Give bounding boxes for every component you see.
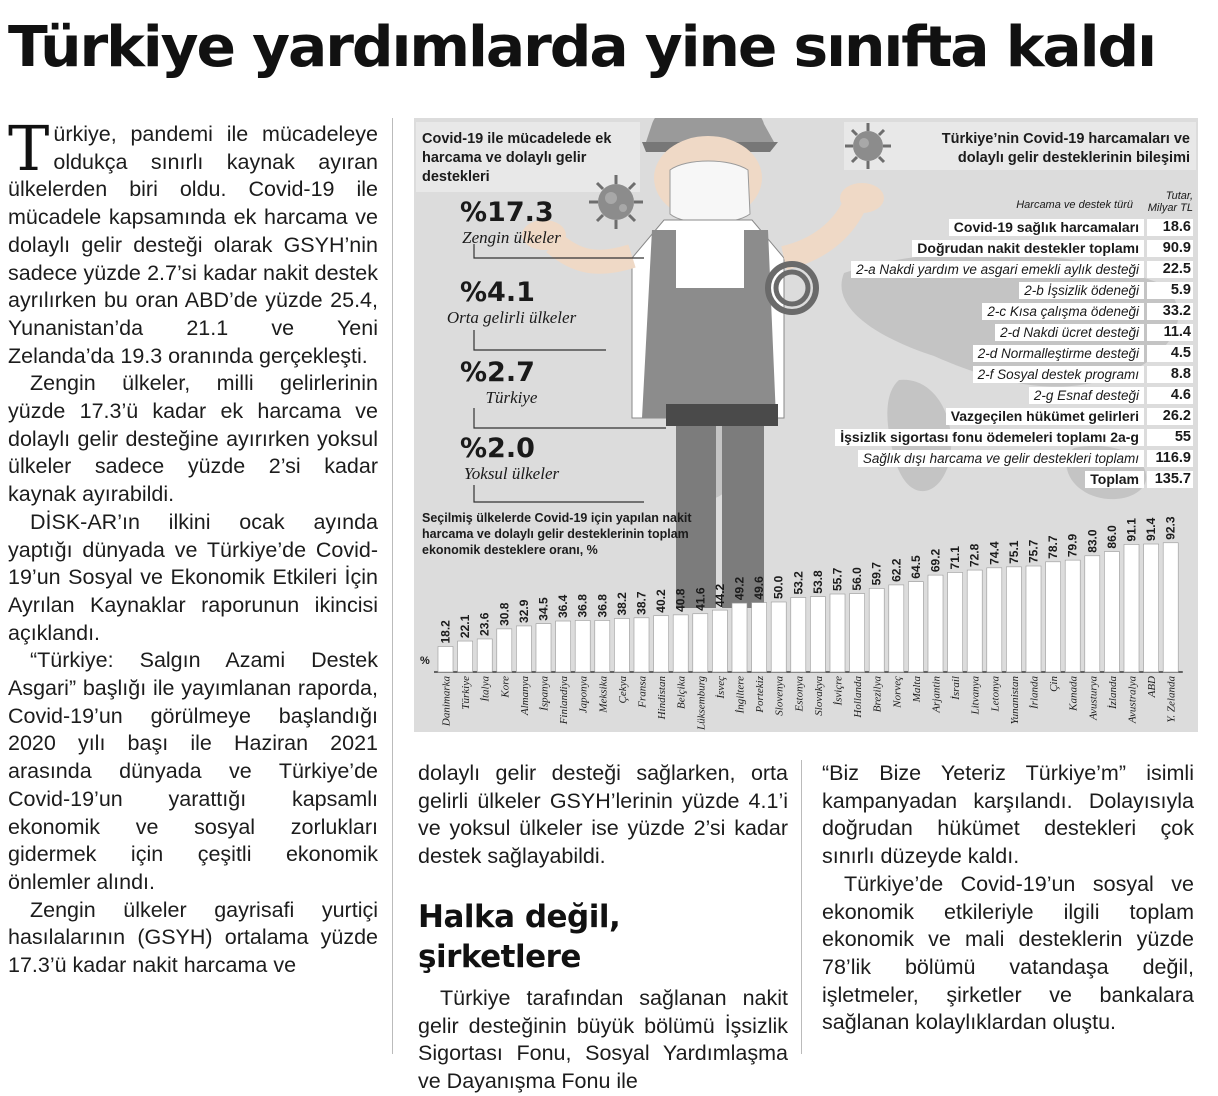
category-label: Slovakya: [812, 676, 825, 716]
drop-cap: T: [8, 112, 50, 185]
category-label: Belçika: [675, 676, 688, 709]
paragraph: “Türkiye: Salgın Azami Destek Asgari” başlığı ile yayımlanan raporda, Covid-19’un görülmeye başlandığı 2020 yılı başı ile Haziran 2021 arasında dünyada ve Türkiye’de Covid-19’un yarattığı kapsamlı ekonomik ve sosyal zorlukları gidermek için çeşitli ekonomik önlemler alındı.: [8, 648, 378, 894]
category-label: Avusturya: [1087, 676, 1100, 720]
stat-label: Yoksul ülkeler: [463, 464, 560, 483]
bar: [987, 568, 1002, 672]
row-value: 116.9: [1147, 450, 1193, 467]
category-label: Malta: [910, 676, 923, 703]
bar: [477, 639, 492, 672]
category-label: İsrail: [950, 676, 963, 700]
bar: [1046, 562, 1061, 672]
paragraph: Zengin ülkeler, milli gelirlerinin yüzde 17.3’ü kadar ek harcama ve dolaylı gelir desteğine ayırırken yoksul ülkeler sadece yüzde 2’si kadar kaynak ayırabildi.: [8, 371, 378, 507]
data-label: 91.4: [1144, 517, 1159, 542]
bar: [438, 647, 453, 672]
data-label: 53.2: [791, 571, 806, 595]
data-label: 36.8: [575, 594, 590, 618]
data-label: 32.9: [516, 599, 531, 623]
data-label: 86.0: [1104, 525, 1119, 549]
data-label: 18.2: [438, 620, 453, 644]
bar: [830, 594, 845, 672]
category-label: Brezilya: [871, 676, 884, 713]
category-label: Türkiye: [460, 676, 473, 710]
row-label: Covid-19 sağlık harcamaları: [949, 219, 1144, 236]
data-label: 40.8: [673, 588, 688, 612]
category-label: Finlandiya: [558, 676, 571, 725]
category-label: Letonya: [989, 676, 1002, 712]
headline: Türkiye yardımlarda yine sınıfta kaldı: [8, 15, 1155, 80]
bar: [850, 594, 865, 672]
stat-label: Türkiye: [485, 388, 538, 407]
row-label: Sağlık dışı harcama ve gelir destekleri toplamı: [858, 450, 1144, 467]
bar: [497, 629, 512, 672]
row-label: 2-g Esnaf desteği: [1029, 387, 1144, 404]
category-label: Çekya: [616, 676, 629, 704]
data-label: 53.8: [810, 570, 825, 594]
table-header-amount: Tutar, Milyar TL: [1147, 190, 1193, 214]
infographic-left-title: Covid-19 ile mücadelede ek harcama ve dolaylı gelir destekleri: [422, 131, 612, 185]
stat-value: %2.7: [460, 357, 535, 388]
row-value: 22.5: [1147, 261, 1193, 278]
bar: [752, 603, 767, 672]
bar: [732, 603, 747, 672]
data-label: 83.0: [1085, 529, 1100, 553]
category-label: Yunanistan: [1008, 676, 1021, 725]
category-label: Kore: [499, 676, 512, 698]
row-label: 2-a Nakdi yardım ve asgari emekli aylık desteği: [851, 261, 1144, 278]
row-label: İşsizlik sigortası fonu ödemeleri toplamı 2a-g: [835, 429, 1144, 446]
row-value: 5.9: [1147, 282, 1193, 299]
bar: [810, 597, 825, 672]
bar: [1026, 566, 1041, 672]
paragraph: DİSK-AR’ın ilkini ocak ayında yaptığı dünyada ve Türkiye’de Covid-19’un Sosyal ve Ekonomik Etkileri İçin Ayrılan Kaynaklar raporunun ikincisi açıklandı.: [8, 509, 378, 645]
paragraph: Zengin ülkeler gayrisafi yurtiçi hasılalarının (GSYH) ortalama yüzde 17.3’ü kadar nakit harcama ve: [8, 897, 378, 978]
bar: [1124, 544, 1139, 672]
category-label: Meksika: [597, 676, 610, 713]
bar: [516, 626, 531, 672]
category-label: İngiltere: [734, 676, 747, 714]
data-label: 50.0: [771, 575, 786, 599]
data-label: 69.2: [928, 548, 943, 573]
bar: [712, 610, 727, 672]
bar: [1065, 560, 1080, 672]
y-axis-label: %: [420, 655, 430, 667]
data-label: 78.7: [1046, 535, 1061, 559]
data-label: 75.1: [1006, 540, 1021, 564]
data-label: 92.3: [1163, 516, 1178, 540]
bar: [771, 602, 786, 672]
paragraph: dolaylı gelir desteği sağlarken, orta gelirli ülkeler GSYH’lerinin yüzde 4.1’i ve yoksul ülkeler ise yüzde 2’si kadar destek sağlayabildi.: [418, 761, 788, 869]
bar: [1163, 543, 1178, 672]
column-divider: [392, 118, 393, 1054]
bar: [869, 588, 884, 672]
table-header-type: Harcama ve destek türü: [1016, 199, 1133, 211]
paragraph: Türkiye tarafından sağlanan nakit gelir desteğinin büyük bölümü İşsizlik Sigortası Fonu, Sosyal Yardımlaşma ve Dayanışma Fonu ile: [418, 985, 788, 1093]
category-label: Estonya: [793, 676, 806, 712]
data-label: 75.7: [1026, 539, 1041, 564]
category-label: Çin: [1048, 676, 1061, 692]
data-label: 56.0: [850, 567, 865, 591]
bar: [889, 585, 904, 672]
category-label: İsviçre: [832, 676, 845, 706]
bar: [673, 615, 688, 672]
data-label: 62.2: [889, 558, 904, 582]
data-label: 41.6: [693, 587, 708, 611]
category-label: Danimarka: [440, 676, 453, 727]
bar: [967, 570, 982, 672]
article-column-1: [8, 112, 378, 980]
bar: [556, 621, 571, 672]
row-label: Toplam: [1085, 471, 1144, 488]
data-label: 71.1: [948, 546, 963, 570]
row-value: 26.2: [1147, 408, 1193, 425]
category-label: Norveç: [891, 676, 904, 708]
infographic-right-title: Türkiye’nin Covid-19 harcamaları ve dolaylı gelir desteklerinin bileşimi: [941, 131, 1190, 166]
bar: [908, 582, 923, 672]
category-label: Kanada: [1067, 676, 1080, 711]
bar: [1104, 552, 1119, 672]
paragraph: “Biz Bize Yeteriz Türkiye’m” isimli kampanyadan karşılandı. Dolayısıyla doğrudan hükümet destekleri çok sınırlı düzeyde kaldı.: [822, 761, 1194, 869]
category-label: Arjantin: [930, 676, 943, 713]
subheading: Halka değil, şirketlere: [418, 898, 621, 975]
row-label: 2-b İşsizlik ödeneği: [1019, 282, 1144, 299]
row-value: 11.4: [1147, 324, 1193, 341]
stat-value: %17.3: [460, 197, 554, 228]
category-label: ABD: [1146, 676, 1159, 698]
bar: [614, 619, 629, 672]
stat-value: %4.1: [460, 277, 535, 308]
data-label: 36.4: [556, 594, 571, 619]
bar: [595, 620, 610, 672]
category-label: Litvanya: [969, 676, 982, 715]
data-label: 40.2: [654, 589, 669, 613]
article-column-2: [418, 760, 788, 1096]
data-label: 38.2: [614, 592, 629, 616]
data-label: 38.7: [634, 591, 649, 615]
data-label: 44.2: [712, 583, 727, 608]
category-label: İrlanda: [1028, 676, 1041, 709]
row-value: 4.5: [1147, 345, 1193, 362]
category-label: Y. Zelanda: [1165, 676, 1178, 723]
row-label: 2-d Normalleştirme desteği: [973, 345, 1144, 362]
category-label: İtalya: [479, 676, 492, 702]
data-label: 91.1: [1124, 518, 1139, 542]
bar: [654, 616, 669, 672]
category-label: İspanya: [538, 676, 551, 711]
row-label: 2-c Kısa çalışma ödeneği: [982, 303, 1144, 320]
category-label: Avustralya: [1126, 676, 1139, 724]
data-label: 36.8: [595, 594, 610, 618]
row-value: 18.6: [1147, 219, 1193, 236]
row-value: 90.9: [1147, 240, 1193, 257]
category-label: Lüksemburg: [695, 676, 708, 730]
row-label: Doğrudan nakit destekler toplamı: [912, 240, 1144, 257]
bar-chart: [414, 118, 1198, 732]
column-divider: [801, 760, 802, 1054]
data-label: 79.9: [1065, 533, 1080, 558]
chart-title: Seçilmiş ülkelerde Covid-19 için yapılan nakit harcama ve dolaylı gelir desteklerinin toplam ekonomik desteklere oranı, %: [422, 511, 692, 557]
row-label: 2-d Nakdi ücret desteği: [995, 324, 1144, 341]
bar: [1085, 556, 1100, 672]
category-label: İzlanda: [1106, 676, 1119, 709]
bar: [1144, 544, 1159, 672]
row-value: 135.7: [1147, 471, 1193, 488]
paragraph: Türkiye’de Covid-19’un sosyal ve ekonomik etkileriyle ilgili toplam ekonomik ve mali desteklerin yüzde 78’lik bölümü vatandaşa değil, işletmeler, şirketler ve bankalara sağlanan kolaylıklardan oluştu.: [822, 871, 1194, 1035]
bar: [791, 598, 806, 672]
stat-label: Zengin ülkeler: [462, 228, 561, 247]
bar: [536, 624, 551, 672]
bar: [575, 620, 590, 672]
row-value: 33.2: [1147, 303, 1193, 320]
row-value: 4.6: [1147, 387, 1193, 404]
bar: [928, 575, 943, 672]
data-label: 72.8: [967, 543, 982, 568]
data-label: 59.7: [869, 562, 884, 586]
bar: [458, 641, 473, 672]
row-value: 8.8: [1147, 366, 1193, 383]
data-label: 30.8: [497, 602, 512, 626]
paragraph: ürkiye, pandemi ile mücadeleye oldukça sınırlı kaynak ayıran ülkelerden biri oldu. Covid-19 ile mücadele kapsamında ek harcama ve dolaylı gelir desteği olarak GSYH’nin sadece yüzde 2.7’si kadar nakit destek ayrılırken bu oran ABD’de yüzde 25.4, Yunanistan’da 21.1 ve Yeni Zelanda’da 19.3 oranında gerçekleşti.: [8, 122, 378, 368]
article-column-3: [822, 760, 1194, 1037]
bar: [693, 614, 708, 672]
infographic: [414, 118, 1198, 732]
data-label: 23.6: [477, 612, 492, 636]
stat-value: %2.0: [460, 433, 535, 464]
data-label: 55.7: [830, 567, 845, 592]
bar: [634, 618, 649, 672]
data-label: 49.2: [732, 576, 747, 601]
category-label: Almanya: [518, 676, 531, 716]
data-label: 34.5: [536, 597, 551, 621]
category-label: Portekiz: [754, 676, 767, 713]
data-label: 49.6: [752, 576, 767, 600]
category-label: Fransa: [636, 676, 649, 708]
stat-label: Orta gelirli ülkeler: [446, 308, 577, 327]
row-value: 55: [1147, 429, 1193, 446]
bar: [1006, 567, 1021, 672]
row-label: 2-f Sosyal destek programı: [973, 366, 1144, 383]
category-label: Slovenya: [773, 676, 786, 716]
bar: [948, 572, 963, 672]
row-label: Vazgeçilen hükümet gelirleri: [946, 408, 1144, 425]
data-label: 74.4: [987, 541, 1002, 565]
category-label: İsveç: [714, 676, 727, 699]
category-label: Hindistan: [656, 676, 669, 720]
data-label: 64.5: [908, 555, 923, 579]
category-label: Japonya: [577, 676, 590, 714]
category-label: Hollanda: [852, 676, 865, 718]
data-label: 22.1: [458, 614, 473, 639]
